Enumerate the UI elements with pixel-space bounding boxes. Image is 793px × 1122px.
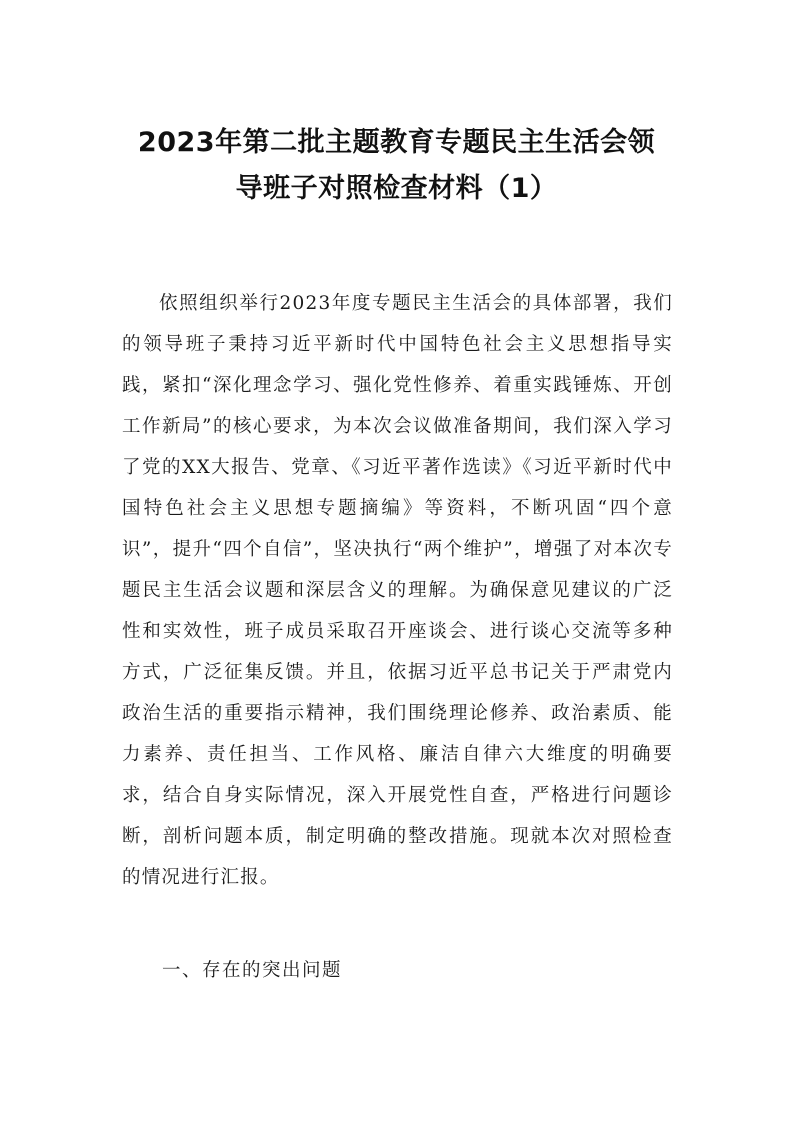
document-title bbox=[110, 120, 683, 212]
document-body bbox=[122, 283, 673, 898]
intro-paragraph: 依照组织举行2023年度专题民主生活会的具体部署，我们的领导班子秉持习近平新时代中国特色社会主义思想指导实践，紧扣“深化理念学习、强化党性修养、着重实践锤炼、开创工作新局”的核心要求，为本次会议做准备期间，我们深入学习了党的XX大报告、党章、《习近平著作选读》《习近平新时代中国特色社会主义思想专题摘编》等资料，不断巩固“四个意识”，提升“四个自信”，坚决执行“两个维护”，增强了对本次专题民主生活会议题和深层含义的理解。为确保意见建议的广泛性和实效性，班子成员采取召开座谈会、进行谈心交流等多种方式，广泛征集反馈。并且，依据习近平总书记关于严肃党内政治生活的重要指示精神，我们围绕理论修养、政治素质、能力素养、责任担当、工作风格、廉洁自律六大维度的明确要求，结合自身实际情况，深入开展党性自查，严格进行问题诊断，剖析问题本质，制定明确的整改措施。现就本次对照检查的情况进行汇报。 bbox=[122, 293, 673, 888]
title-line-1: 2023年第二批主题教育专题民主生活会领 bbox=[137, 127, 656, 158]
title-line-2: 导班子对照检查材料（1） bbox=[235, 173, 558, 204]
section-heading-problems: 一、存在的突出问题 bbox=[162, 960, 343, 981]
